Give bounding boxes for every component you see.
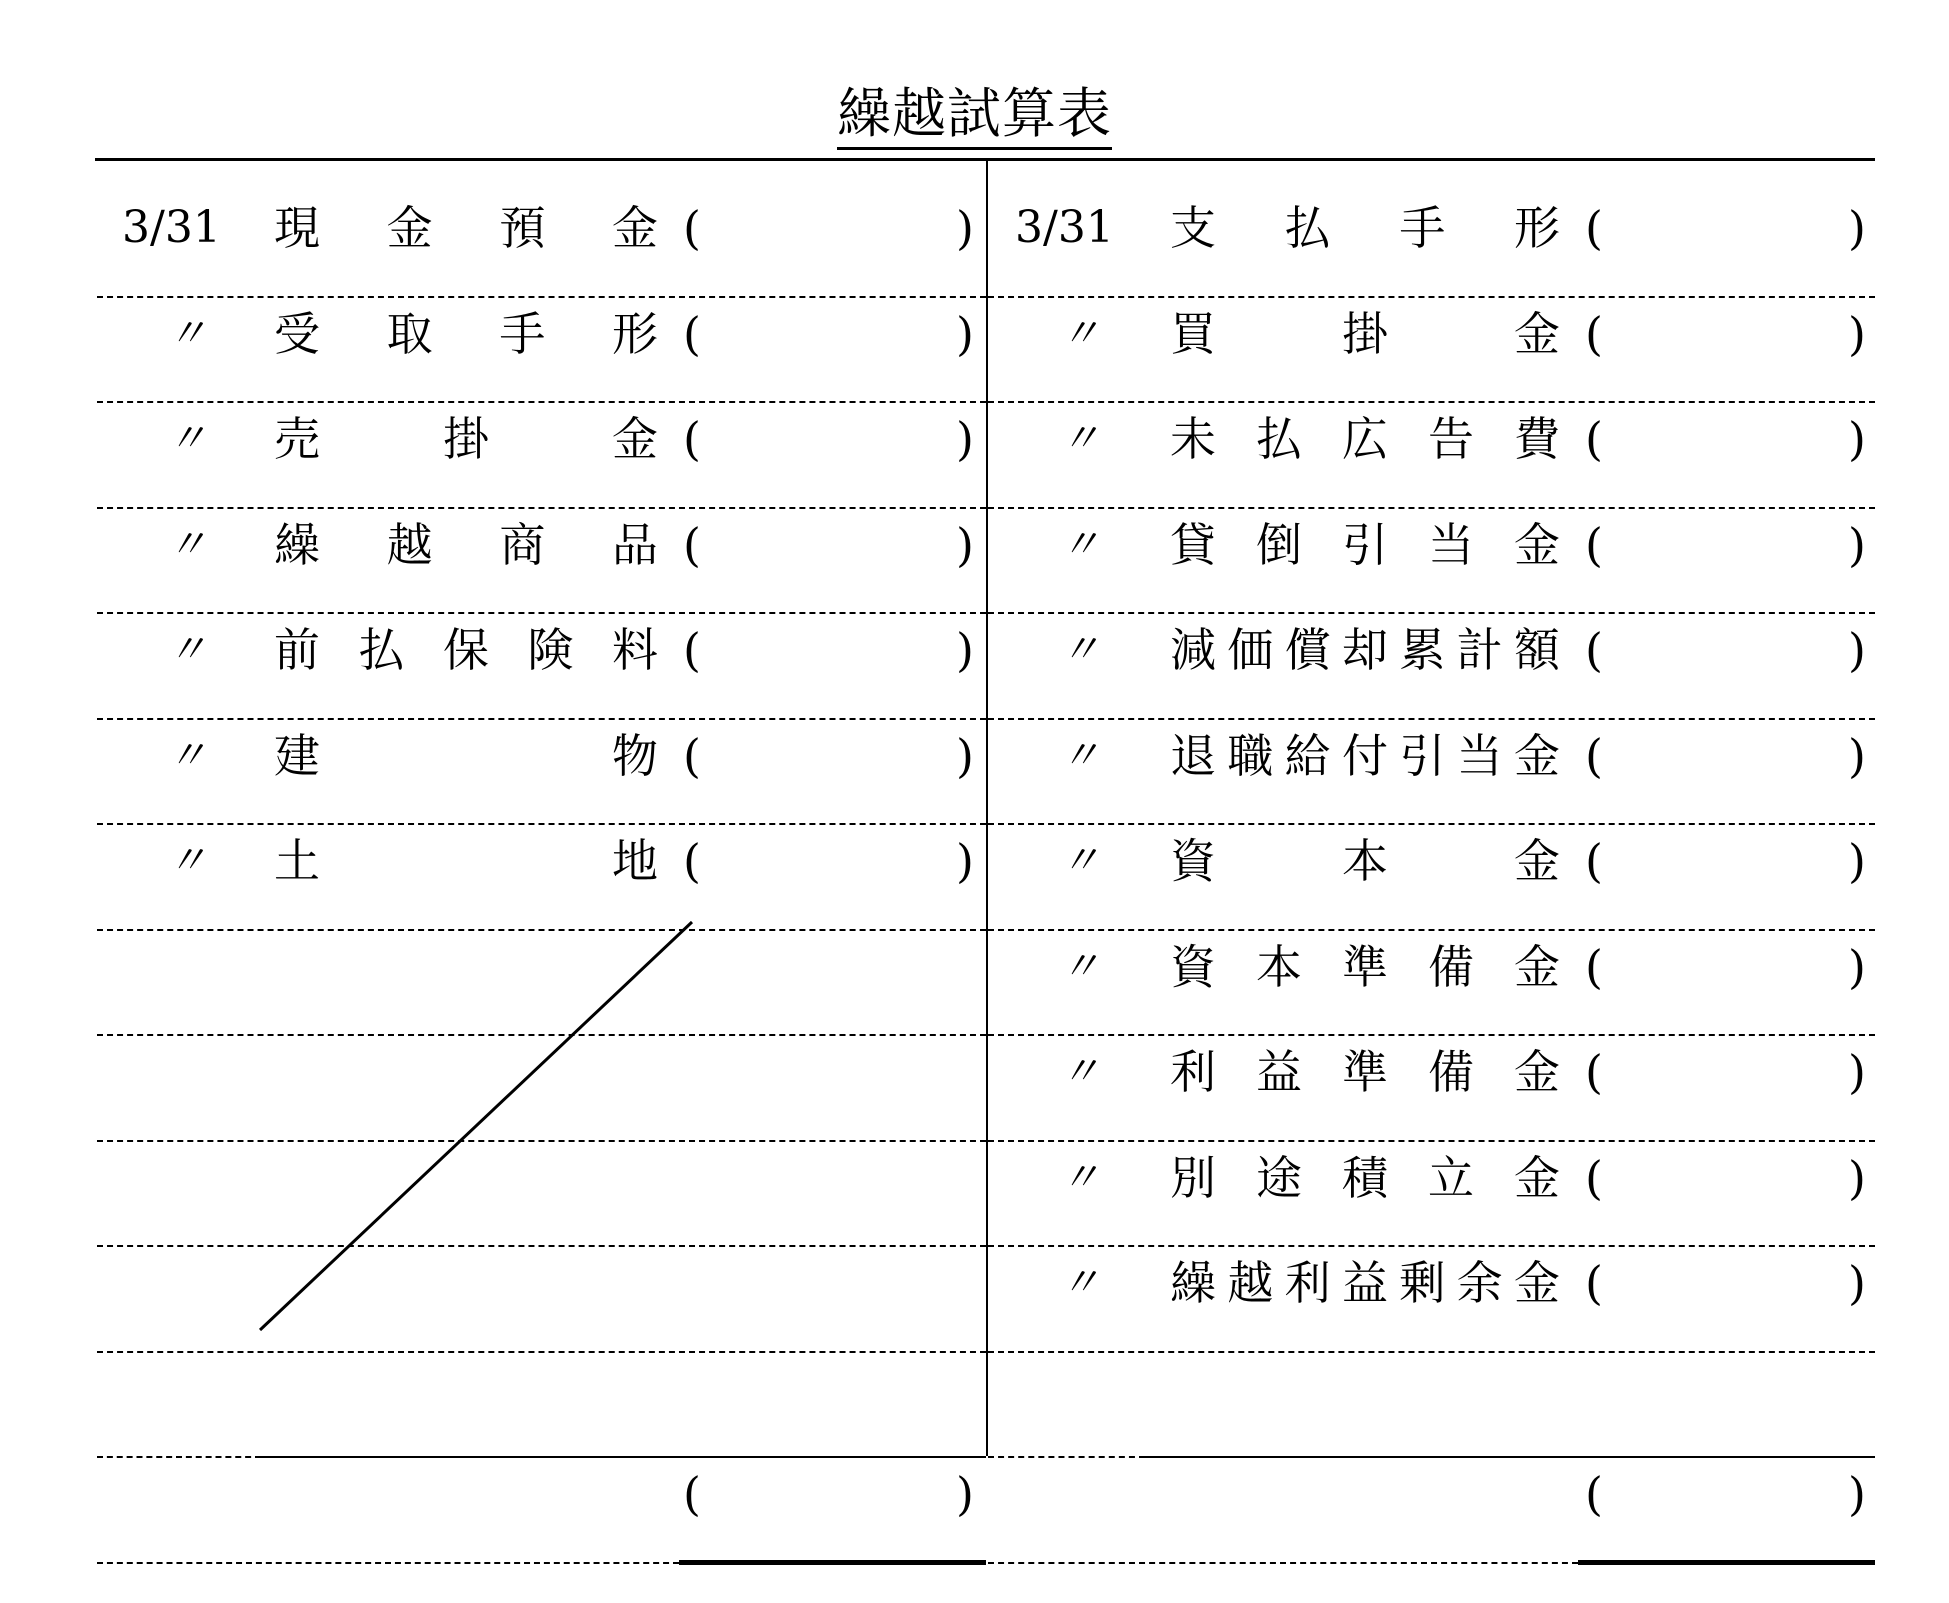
debit-account-name	[274, 198, 658, 258]
account-char: 繰	[274, 518, 320, 572]
account-char: 前	[274, 623, 320, 677]
account-char: 退	[1170, 729, 1216, 783]
credit-account-name	[1170, 304, 1560, 364]
account-char: 現	[274, 201, 320, 255]
credit-row-line	[988, 718, 1875, 720]
debit-row-line	[97, 401, 986, 403]
account-char: 金	[1513, 1256, 1560, 1310]
credit-account-name	[1170, 1253, 1560, 1313]
credit-row-line	[988, 929, 1875, 931]
account-char: 資	[1170, 940, 1216, 994]
credit-amount-close-paren: )	[1848, 834, 1866, 888]
debit-date: 〃	[167, 416, 201, 462]
account-char: 別	[1170, 1151, 1216, 1205]
credit-amount-close-paren: )	[1848, 412, 1866, 466]
account-char: 資	[1170, 834, 1216, 888]
credit-amount-open-paren: (	[1585, 1467, 1603, 1521]
debit-amount-open-paren: (	[683, 518, 701, 572]
account-char: 付	[1341, 729, 1388, 783]
credit-account-name	[1170, 726, 1560, 786]
account-char: 途	[1256, 1151, 1302, 1205]
account-char: 給	[1284, 729, 1331, 783]
account-char: 価	[1227, 623, 1274, 677]
account-char: 金	[1514, 518, 1560, 572]
credit-date: 〃	[1060, 416, 1094, 462]
credit-account-name	[1170, 409, 1560, 469]
account-char: 準	[1342, 1045, 1388, 1099]
credit-amount-open-paren: (	[1585, 307, 1603, 361]
debit-amount-open-paren: (	[683, 307, 701, 361]
account-char: 越	[1227, 1256, 1274, 1310]
debit-row-line	[97, 1140, 986, 1142]
debit-account-name	[274, 620, 658, 680]
credit-row-line	[988, 1034, 1875, 1036]
account-char: 職	[1227, 729, 1274, 783]
debit-amount-open-paren: (	[683, 623, 701, 677]
credit-account-name	[1170, 620, 1560, 680]
account-char: 手	[499, 307, 546, 361]
debit-account-name	[274, 831, 658, 891]
credit-amount-open-paren: (	[1585, 518, 1603, 572]
account-char: 形	[1513, 201, 1560, 255]
account-char: 利	[1170, 1045, 1216, 1099]
credit-date: 〃	[1060, 1049, 1094, 1095]
credit-date: 〃	[1060, 838, 1094, 884]
credit-amount-close-paren: )	[1848, 1151, 1866, 1205]
debit-row-line	[97, 718, 986, 720]
credit-amount-open-paren: (	[1585, 1256, 1603, 1310]
credit-row-line	[988, 1245, 1875, 1247]
debit-amount-close-paren: )	[956, 1467, 974, 1521]
debit-row-line	[261, 1456, 986, 1458]
credit-row-line	[988, 1562, 1578, 1564]
account-char: 本	[1256, 940, 1302, 994]
credit-amount-open-paren: (	[1585, 623, 1603, 677]
credit-amount-close-paren: )	[1848, 1467, 1866, 1521]
debit-date: 3/31	[122, 202, 221, 253]
debit-amount-close-paren: )	[956, 518, 974, 572]
account-char: 利	[1284, 1256, 1331, 1310]
account-char: 倒	[1256, 518, 1302, 572]
debit-row-line	[97, 929, 986, 931]
credit-amount-close-paren: )	[1848, 518, 1866, 572]
account-char: 額	[1513, 623, 1560, 677]
debit-date: 〃	[167, 311, 201, 357]
account-char: 告	[1428, 412, 1474, 466]
account-char: 掛	[443, 412, 489, 466]
account-char: 掛	[1342, 307, 1388, 361]
account-char: 支	[1170, 201, 1216, 255]
debit-amount-open-paren: (	[683, 1467, 701, 1521]
account-char: 計	[1456, 623, 1503, 677]
account-char: 取	[386, 307, 433, 361]
account-char: 積	[1342, 1151, 1388, 1205]
account-char: 剰	[1399, 1256, 1446, 1310]
credit-amount-close-paren: )	[1848, 940, 1866, 994]
debit-amount-close-paren: )	[956, 412, 974, 466]
credit-row-line	[988, 401, 1875, 403]
account-char: 償	[1284, 623, 1331, 677]
account-char: 地	[612, 834, 658, 888]
account-char: 繰	[1170, 1256, 1216, 1310]
debit-amount-open-paren: (	[683, 201, 701, 255]
slash-line	[260, 922, 692, 1330]
account-char: 貸	[1170, 518, 1216, 572]
debit-row-line	[97, 1034, 986, 1036]
account-char: 益	[1256, 1045, 1302, 1099]
credit-total-rule	[1578, 1560, 1875, 1565]
credit-date: 〃	[1060, 733, 1094, 779]
credit-amount-open-paren: (	[1585, 729, 1603, 783]
account-char: 引	[1342, 518, 1388, 572]
debit-total-rule	[679, 1560, 986, 1565]
debit-date: 〃	[167, 838, 201, 884]
credit-date: 〃	[1060, 1260, 1094, 1306]
credit-account-name	[1170, 198, 1560, 258]
account-char: 品	[611, 518, 658, 572]
credit-account-name	[1170, 831, 1560, 891]
account-char: 払	[1256, 412, 1302, 466]
debit-amount-open-paren: (	[683, 834, 701, 888]
debit-row-line	[97, 823, 986, 825]
debit-row-line	[97, 1456, 261, 1458]
account-char: 広	[1342, 412, 1388, 466]
debit-amount-close-paren: )	[956, 834, 974, 888]
account-char: 余	[1456, 1256, 1503, 1310]
credit-row-line	[988, 1456, 1145, 1458]
account-char: 準	[1342, 940, 1388, 994]
credit-row-line	[988, 1140, 1875, 1142]
header-rule	[95, 158, 1875, 161]
credit-account-name	[1170, 1042, 1560, 1102]
account-char: 手	[1399, 201, 1446, 255]
account-char: 払	[1284, 201, 1331, 255]
debit-date: 〃	[167, 627, 201, 673]
account-char: 費	[1514, 412, 1560, 466]
debit-account-name	[274, 726, 658, 786]
debit-amount-open-paren: (	[683, 729, 701, 783]
account-char: 当	[1428, 518, 1474, 572]
debit-account-name	[274, 409, 658, 469]
account-char: 立	[1428, 1151, 1474, 1205]
account-char: 土	[274, 834, 320, 888]
account-char: 益	[1341, 1256, 1388, 1310]
account-char: 預	[499, 201, 546, 255]
debit-amount-close-paren: )	[956, 729, 974, 783]
credit-date: 〃	[1060, 944, 1094, 990]
account-char: 金	[1514, 307, 1560, 361]
account-char: 料	[612, 623, 658, 677]
account-char: 引	[1399, 729, 1446, 783]
page-title: 繰越試算表	[0, 82, 1949, 146]
account-char: 売	[274, 412, 320, 466]
credit-amount-close-paren: )	[1848, 729, 1866, 783]
credit-row-line	[988, 296, 1875, 298]
debit-account-name	[274, 304, 658, 364]
account-char: 金	[1514, 940, 1560, 994]
credit-date: 〃	[1060, 627, 1094, 673]
credit-amount-open-paren: (	[1585, 834, 1603, 888]
account-char: 当	[1456, 729, 1503, 783]
credit-row-line	[988, 823, 1875, 825]
credit-account-name	[1170, 937, 1560, 997]
account-char: 保	[443, 623, 489, 677]
debit-amount-close-paren: )	[956, 307, 974, 361]
credit-amount-open-paren: (	[1585, 201, 1603, 255]
account-char: 受	[274, 307, 320, 361]
credit-amount-close-paren: )	[1848, 1256, 1866, 1310]
account-char: 金	[612, 412, 658, 466]
credit-row-line	[988, 507, 1875, 509]
credit-date: 〃	[1060, 522, 1094, 568]
credit-amount-open-paren: (	[1585, 1151, 1603, 1205]
credit-amount-close-paren: )	[1848, 1045, 1866, 1099]
account-char: 却	[1341, 623, 1388, 677]
credit-amount-close-paren: )	[1848, 623, 1866, 677]
credit-row-line	[988, 612, 1875, 614]
credit-amount-close-paren: )	[1848, 201, 1866, 255]
account-char: 金	[611, 201, 658, 255]
debit-amount-close-paren: )	[956, 623, 974, 677]
debit-row-line	[97, 612, 986, 614]
account-char: 物	[612, 729, 658, 783]
debit-amount-close-paren: )	[956, 201, 974, 255]
account-char: 建	[274, 729, 320, 783]
account-char: 商	[499, 518, 546, 572]
debit-row-line	[97, 296, 986, 298]
account-char: 本	[1342, 834, 1388, 888]
account-char: 減	[1170, 623, 1216, 677]
account-char: 越	[386, 518, 433, 572]
credit-row-line	[988, 1351, 1875, 1353]
credit-amount-open-paren: (	[1585, 1045, 1603, 1099]
account-char: 未	[1170, 412, 1216, 466]
account-char: 険	[527, 623, 574, 677]
account-char: 金	[1514, 834, 1560, 888]
center-divider	[986, 160, 988, 1456]
debit-row-line	[97, 1351, 986, 1353]
debit-amount-open-paren: (	[683, 412, 701, 466]
debit-date: 〃	[167, 733, 201, 779]
credit-date: 〃	[1060, 1155, 1094, 1201]
credit-date: 〃	[1060, 311, 1094, 357]
account-char: 備	[1428, 1045, 1474, 1099]
debit-account-name	[274, 515, 658, 575]
account-char: 備	[1428, 940, 1474, 994]
debit-row-line	[97, 1562, 679, 1564]
account-char: 金	[1513, 729, 1560, 783]
account-char: 金	[1514, 1045, 1560, 1099]
credit-account-name	[1170, 515, 1560, 575]
credit-account-name	[1170, 1148, 1560, 1208]
credit-date: 3/31	[1015, 202, 1114, 253]
account-char: 払	[358, 623, 405, 677]
account-char: 買	[1170, 307, 1216, 361]
credit-row-line	[1145, 1456, 1875, 1458]
debit-row-line	[97, 507, 986, 509]
account-char: 金	[386, 201, 433, 255]
account-char: 累	[1399, 623, 1446, 677]
debit-row-line	[97, 1245, 986, 1247]
debit-date: 〃	[167, 522, 201, 568]
credit-amount-open-paren: (	[1585, 412, 1603, 466]
credit-amount-open-paren: (	[1585, 940, 1603, 994]
account-char: 金	[1514, 1151, 1560, 1205]
credit-amount-close-paren: )	[1848, 307, 1866, 361]
account-char: 形	[611, 307, 658, 361]
